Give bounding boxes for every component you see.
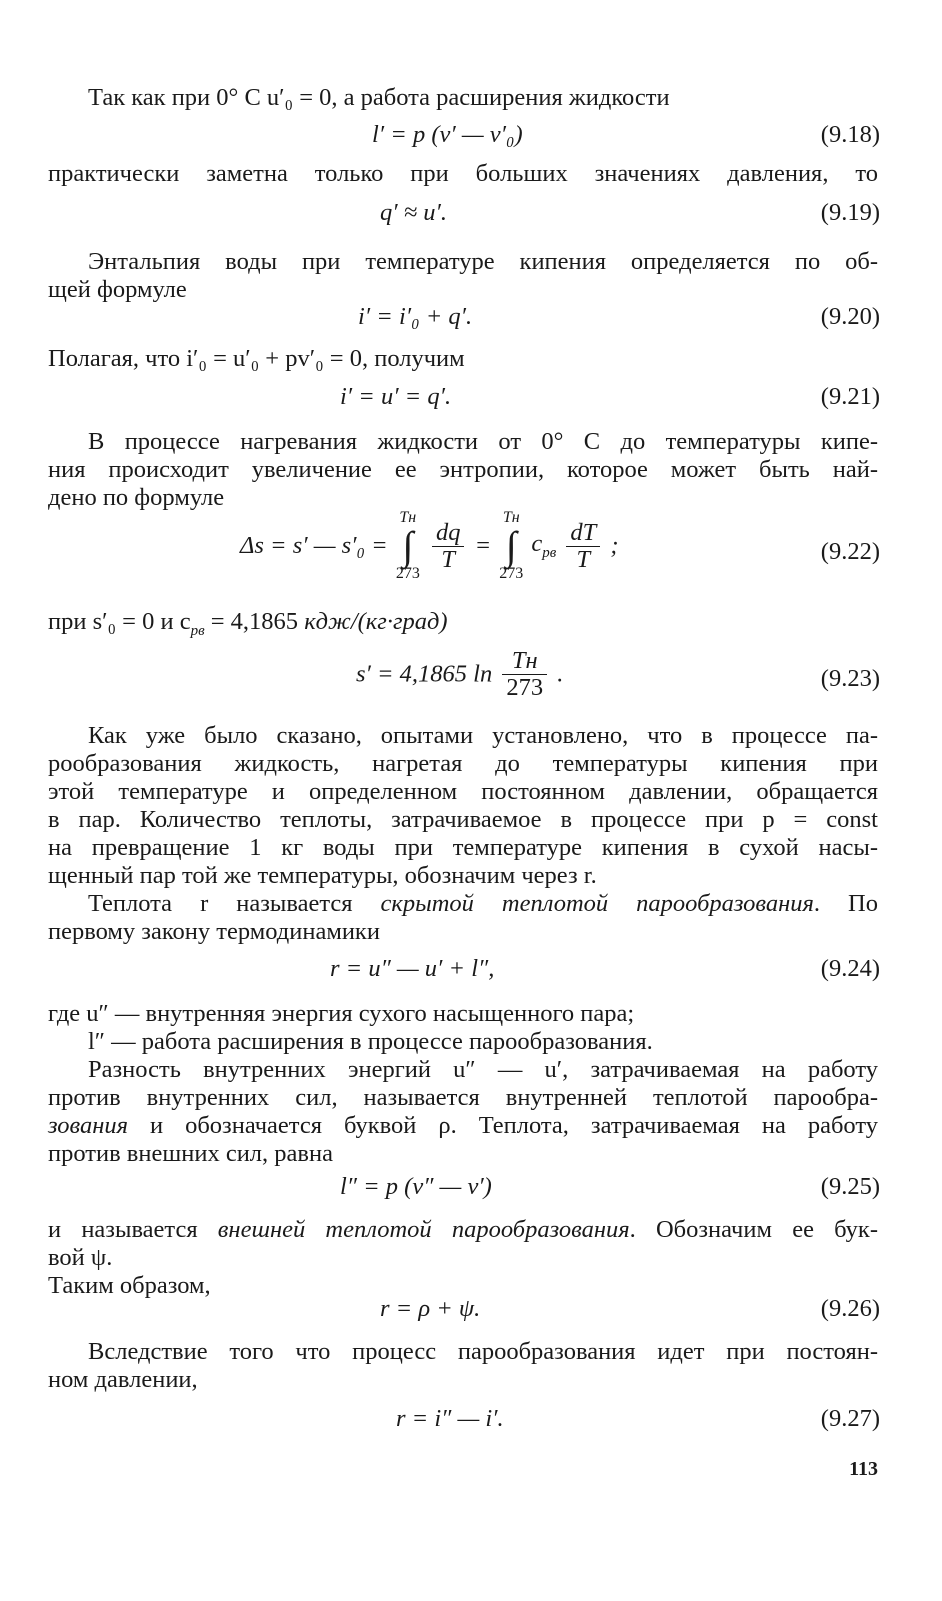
paragraph-line: практически заметна только при больших значениях давления, то: [48, 160, 878, 187]
paragraph-line: Так как при 0° С u′₀ = 0, а работа расширения жидкости: [88, 84, 670, 111]
fraction-denominator: T: [576, 545, 591, 573]
paragraph-line: этой температуре и определенном постоянном давлении, обращается: [48, 778, 878, 805]
equation-number: (9.18): [820, 121, 880, 148]
term-italic: скрытой теплотой парообразования: [380, 890, 814, 917]
equation-number: (9.19): [820, 199, 880, 226]
paragraph-line: ния происходит увеличение ее энтропии, которое может быть най-: [48, 456, 878, 483]
paragraph-line: Энтальпия воды при температуре кипения определяется по об-: [88, 248, 878, 275]
paragraph-line: [48, 1216, 878, 1244]
paragraph-line: ном давлении,: [48, 1366, 198, 1393]
equation-number: (9.20): [820, 303, 880, 330]
equation-number: (9.27): [820, 1405, 880, 1432]
equation-number: (9.23): [820, 665, 880, 692]
paragraph-line: Таким образом,: [48, 1272, 211, 1299]
fraction-denominator: T: [441, 545, 456, 573]
equation-number: (9.26): [820, 1295, 880, 1322]
equation-9-20: i′ = i′₀ + q′.: [358, 303, 473, 330]
fraction-dq-t: [432, 520, 465, 573]
paragraph-line: [88, 890, 878, 918]
equation-9-22: [240, 508, 619, 584]
equation-9-27: r = i″ — i′.: [396, 1405, 504, 1432]
equation-9-26: r = ρ + ψ.: [380, 1295, 481, 1322]
fraction-numerator: dq: [432, 520, 465, 547]
integral-1: [396, 508, 420, 584]
text-run: . Обозначим ее бук-: [629, 1216, 878, 1243]
paragraph-line: [48, 608, 878, 645]
fraction-dt-t: [566, 520, 600, 573]
text-run: и обозначается буквой ρ. Теплота, затрачиваемая на работу: [128, 1112, 878, 1139]
paragraph-line: против внутренних сил, называется внутренней теплотой парообра-: [48, 1084, 878, 1111]
paragraph-line: щенный пар той же температуры, обозначим через r.: [48, 862, 597, 889]
entropy-lhs: Δs = s′ — s′₀ =: [240, 532, 388, 559]
subscript: pв: [190, 622, 205, 639]
entropy-lhs: s′ = 4,1865 ln: [356, 660, 493, 688]
paragraph-line: дено по формуле: [48, 484, 225, 511]
text-run: = 4,1865: [204, 608, 305, 635]
period: .: [557, 660, 564, 688]
paragraph-line: в пар. Количество теплоты, затрачиваемое в процессе при p = const: [48, 806, 878, 833]
equation-9-25: l″ = p (v″ — v′): [340, 1173, 492, 1200]
integral-upper-limit: Tн: [399, 509, 417, 526]
paragraph-line: l″ — работа расширения в процессе парообразования.: [88, 1028, 653, 1055]
paragraph-line: на превращение 1 кг воды при температуре кипения в сухой насы-: [48, 834, 878, 861]
integral-lower-limit: 273: [499, 565, 524, 582]
fraction-numerator: Tн: [502, 648, 547, 675]
equation-9-19: q′ ≈ u′.: [380, 199, 448, 226]
equation-number: (9.25): [820, 1173, 880, 1200]
equation-number: (9.21): [820, 383, 880, 410]
text-run: Теплота r называется: [88, 890, 381, 917]
equals-sign: =: [474, 532, 492, 559]
equation-number: (9.24): [820, 955, 880, 982]
paragraph-line: В процессе нагревания жидкости от 0° С до температуры кипе-: [88, 428, 878, 455]
paragraph-line: щей формуле: [48, 276, 187, 303]
text-run: при s′₀ = 0 и c: [48, 608, 191, 635]
paragraph-line: [48, 1112, 878, 1140]
integral-2: [499, 508, 523, 584]
term-italic: зования: [48, 1112, 128, 1139]
equation-9-23: [356, 648, 563, 701]
integral-sign: ∫: [402, 523, 414, 568]
paragraph-line: рообразования жидкость, нагретая до температуры кипения при: [48, 750, 878, 777]
integral-upper-limit: Tн: [502, 509, 520, 526]
paragraph-line: против внешних сил, равна: [48, 1140, 333, 1167]
fraction-denominator: 273: [506, 674, 544, 701]
integral-lower-limit: 273: [395, 565, 420, 582]
paragraph-line: вой ψ.: [48, 1244, 113, 1271]
text-run: . По: [813, 890, 879, 917]
integral-sign: ∫: [505, 523, 517, 568]
unit-text: кдж/(кг·град): [304, 608, 448, 635]
text-run: и называется: [48, 1216, 218, 1243]
paragraph-line: Полагая, что i′₀ = u′₀ + pv′₀ = 0, получим: [48, 345, 465, 372]
paragraph-line: Как уже было сказано, опытами установлено, что в процессе па-: [88, 722, 878, 749]
page-number: 113: [849, 1458, 878, 1480]
equation-9-18: l′ = p (v′ — v′₀): [372, 121, 523, 148]
fraction-numerator: dT: [566, 520, 600, 547]
heat-capacity: c: [531, 530, 543, 558]
paragraph-line: первому закону термодинамики: [48, 918, 380, 945]
heat-capacity-subscript: pв: [542, 544, 557, 561]
equation-9-24: r = u″ — u′ + l″,: [330, 955, 495, 982]
equation-number: (9.22): [820, 538, 880, 565]
equation-9-21: i′ = u′ = q′.: [340, 383, 452, 410]
fraction-tn-273: [502, 648, 547, 701]
term-italic: внешней теплотой парообразования: [217, 1216, 630, 1243]
paragraph-line: где u″ — внутренняя энергия сухого насыщенного пара;: [48, 1000, 635, 1027]
paragraph-line: Разность внутренних энергий u″ — u′, затрачиваемая на работу: [88, 1056, 878, 1083]
paragraph-line: Вследствие того что процесс парообразования идет при постоян-: [88, 1338, 878, 1365]
semicolon: ;: [610, 532, 619, 559]
